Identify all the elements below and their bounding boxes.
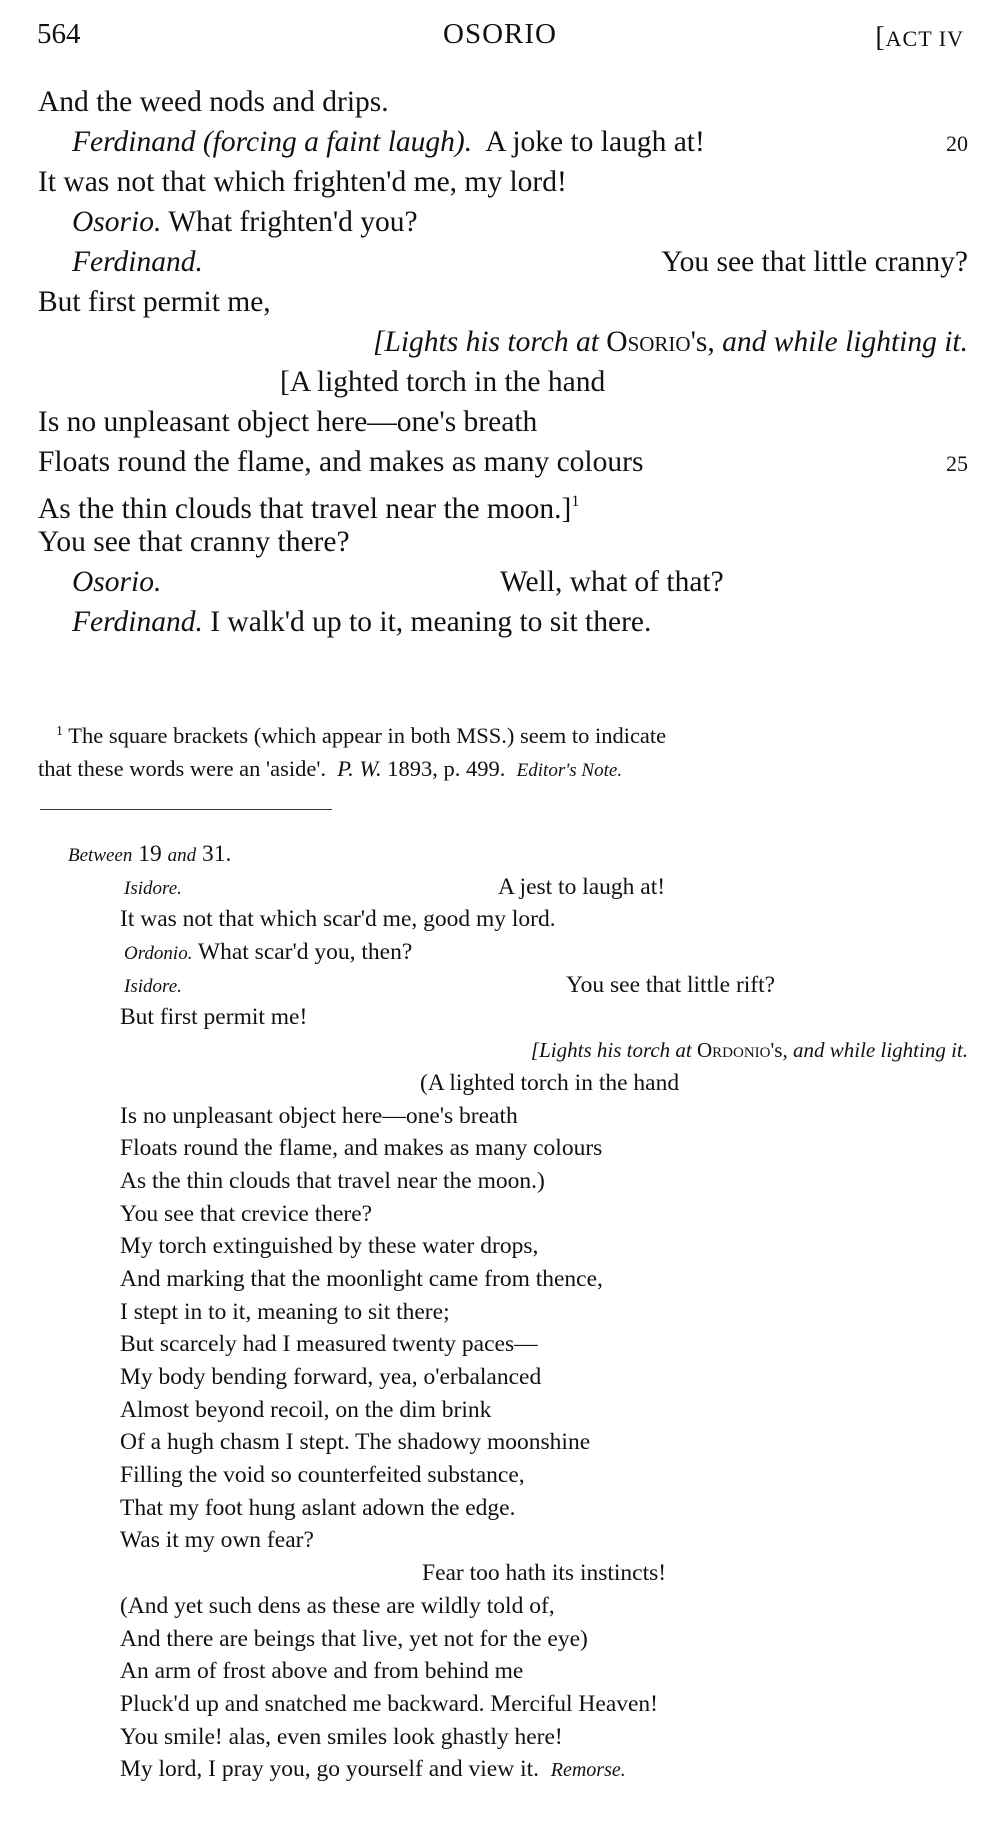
footnote-text: that these words were an 'aside'.	[38, 756, 327, 781]
variant-line	[68, 936, 968, 969]
verse-line	[38, 562, 968, 602]
variant-line	[68, 903, 968, 936]
stage-direction-line	[38, 322, 968, 362]
variant-heading-text: 19	[138, 841, 162, 867]
speaker-name: Ferdinand	[72, 126, 196, 158]
verse-line	[38, 442, 968, 482]
variant-line	[68, 1067, 968, 1100]
variant-text: I stept in to it, meaning to sit there;	[120, 1298, 450, 1325]
running-header	[0, 18, 1000, 58]
verse-line	[38, 362, 968, 402]
verse-text: I walk'd up to it, meaning to sit there.	[210, 606, 652, 638]
footnote-text: 1893, p. 499.	[387, 756, 506, 781]
verse-text: And the weed nods and drips.	[38, 86, 389, 118]
act-text: ACT IV	[885, 26, 964, 51]
act-bracket: [	[875, 22, 886, 53]
verse-text: You see that little cranny?	[661, 246, 968, 278]
variant-line	[68, 1230, 968, 1263]
running-title: OSORIO	[443, 18, 557, 50]
stage-direction: 's,	[690, 326, 715, 358]
stage-direction: [Lights his torch at	[372, 326, 599, 358]
stage-direction: and while lighting it.	[792, 1038, 968, 1063]
speaker-name: Ferdinand.	[72, 606, 203, 638]
variant-line	[68, 1198, 968, 1231]
variant-text: Floats round the flame, and makes as many colours	[120, 1135, 603, 1162]
verse-text: [A lighted torch in the hand	[280, 366, 606, 398]
line-number: 20	[946, 131, 968, 156]
speaker-name: Osorio.	[72, 206, 162, 238]
variant-line	[68, 1753, 968, 1786]
verse-line	[38, 82, 968, 122]
variant-line	[68, 1132, 968, 1165]
variant-heading-text: and	[167, 845, 197, 866]
stage-direction: [Lights his torch at	[530, 1038, 692, 1063]
verse-line	[38, 522, 968, 562]
stage-direction: and while lighting it.	[722, 326, 968, 358]
character-name: Ordonio	[697, 1038, 771, 1063]
variant-line	[68, 1524, 968, 1557]
footnote-divider	[40, 809, 332, 810]
verse-line	[38, 602, 968, 642]
variant-line	[68, 871, 968, 904]
variant-line	[68, 1655, 968, 1688]
main-verse	[38, 82, 968, 642]
character-name: Osorio	[606, 326, 691, 358]
variant-text: My body bending forward, yea, o'erbalanced	[120, 1364, 542, 1390]
speaker-name: Ferdinand.	[72, 246, 203, 278]
variant-line	[68, 1623, 968, 1656]
variant-text: It was not that which scar'd me, good my lord.	[120, 906, 556, 933]
verse-text: Is no unpleasant object here—one's breath	[38, 406, 538, 438]
variant-text: What scar'd you, then?	[197, 939, 413, 966]
verse-text: You see that cranny there?	[38, 526, 350, 558]
variant-text: Almost beyond recoil, on the dim brink	[120, 1396, 492, 1423]
variant-heading	[68, 838, 968, 871]
variant-line	[68, 1688, 968, 1721]
variant-text: Filling the void so counterfeited substance,	[120, 1462, 525, 1489]
variant-text: Pluck'd up and snatched me backward. Merciful Heaven!	[120, 1690, 659, 1717]
verse-text: What frighten'd you?	[168, 206, 418, 238]
variant-text: You see that little rift?	[566, 971, 776, 998]
variant-text: And marking that the moonlight came from thence,	[120, 1265, 603, 1292]
stage-direction-line	[68, 1034, 968, 1067]
page-number: 564	[37, 18, 81, 50]
variant-text: Is no unpleasant object here—one's breath	[120, 1102, 518, 1129]
variant-line	[68, 1328, 968, 1361]
variant-line	[68, 1361, 968, 1394]
verse-text: As the thin clouds that travel near the moon.]	[38, 493, 572, 525]
speaker-name: Osorio.	[72, 566, 162, 598]
footnote-line	[38, 752, 968, 787]
verse-line	[38, 202, 968, 242]
verse-line	[38, 482, 968, 525]
line-number: 25	[946, 451, 968, 476]
variant-text: Was it my own fear?	[120, 1527, 314, 1554]
stage-direction: 's,	[770, 1038, 788, 1063]
variant-line	[68, 1459, 968, 1492]
variant-text: My lord, I pray you, go yourself and view it.	[120, 1756, 540, 1783]
source-reference: Remorse.	[550, 1759, 626, 1782]
variant-text: You see that crevice there?	[120, 1200, 373, 1227]
variant-line	[68, 1590, 968, 1623]
variant-line	[68, 969, 968, 1002]
verse-line	[38, 402, 968, 442]
footnote-text: The square brackets (which appear in both MSS.) seem to indicate	[68, 723, 667, 748]
speaker-name: Isidore.	[124, 877, 182, 899]
variant-text: Of a hugh chasm I stept. The shadowy moonshine	[120, 1429, 591, 1456]
variant-line	[68, 1492, 968, 1525]
variant-text: A jest to laugh at!	[498, 873, 666, 900]
variant-line	[68, 1165, 968, 1198]
variant-line	[68, 1296, 968, 1329]
act-label	[875, 22, 964, 54]
variant-line	[68, 1394, 968, 1427]
variant-text: But first permit me!	[120, 1004, 308, 1031]
variant-line	[68, 1263, 968, 1296]
verse-line	[38, 282, 968, 322]
verse-text: Floats round the flame, and makes as many colours	[38, 446, 644, 478]
footnote	[38, 715, 968, 787]
verse-line	[38, 242, 968, 282]
verse-text: Well, what of that?	[500, 566, 724, 598]
footnote-credit: Editor's Note.	[516, 760, 623, 781]
variant-text: But scarcely had I measured twenty paces—	[120, 1331, 538, 1358]
variant-text: That my foot hung aslant adown the edge.	[120, 1494, 516, 1521]
variant-text: You smile! alas, even smiles look ghastly here!	[120, 1723, 563, 1750]
footnote-mark: 1	[56, 724, 63, 739]
variant-line	[68, 1426, 968, 1459]
verse-text: It was not that which frighten'd me, my lord!	[38, 166, 567, 198]
variant-line	[68, 1100, 968, 1133]
variant-text: And there are beings that live, yet not for the eye)	[120, 1625, 588, 1652]
speaker-name: Ordonio.	[124, 943, 193, 965]
variant-text: An arm of frost above and from behind me	[120, 1658, 524, 1685]
variant-text: Fear too hath its instincts!	[422, 1560, 667, 1587]
speaker-name: Isidore.	[124, 975, 182, 997]
verse-text: But first permit me,	[38, 286, 271, 318]
stage-direction: (forcing a faint laugh).	[202, 126, 473, 158]
variant-line	[68, 1721, 968, 1754]
variant-passage	[68, 838, 968, 1786]
variant-heading-text: Between	[68, 845, 133, 866]
variant-heading-text: 31.	[201, 841, 232, 867]
variant-text: As the thin clouds that travel near the moon.)	[120, 1167, 545, 1194]
verse-line	[38, 122, 968, 162]
variant-line	[68, 1557, 968, 1590]
footnote-marker: 1	[571, 493, 580, 510]
footnote-line	[38, 715, 968, 752]
verse-line	[38, 162, 968, 202]
variant-text: My torch extinguished by these water drops,	[120, 1233, 539, 1260]
footnote-source: P. W.	[337, 756, 382, 781]
verse-text: A joke to laugh at!	[485, 126, 705, 158]
variant-line	[68, 1001, 968, 1034]
variant-text: (And yet such dens as these are wildly told of,	[120, 1592, 555, 1619]
variant-text: (A lighted torch in the hand	[420, 1069, 680, 1096]
